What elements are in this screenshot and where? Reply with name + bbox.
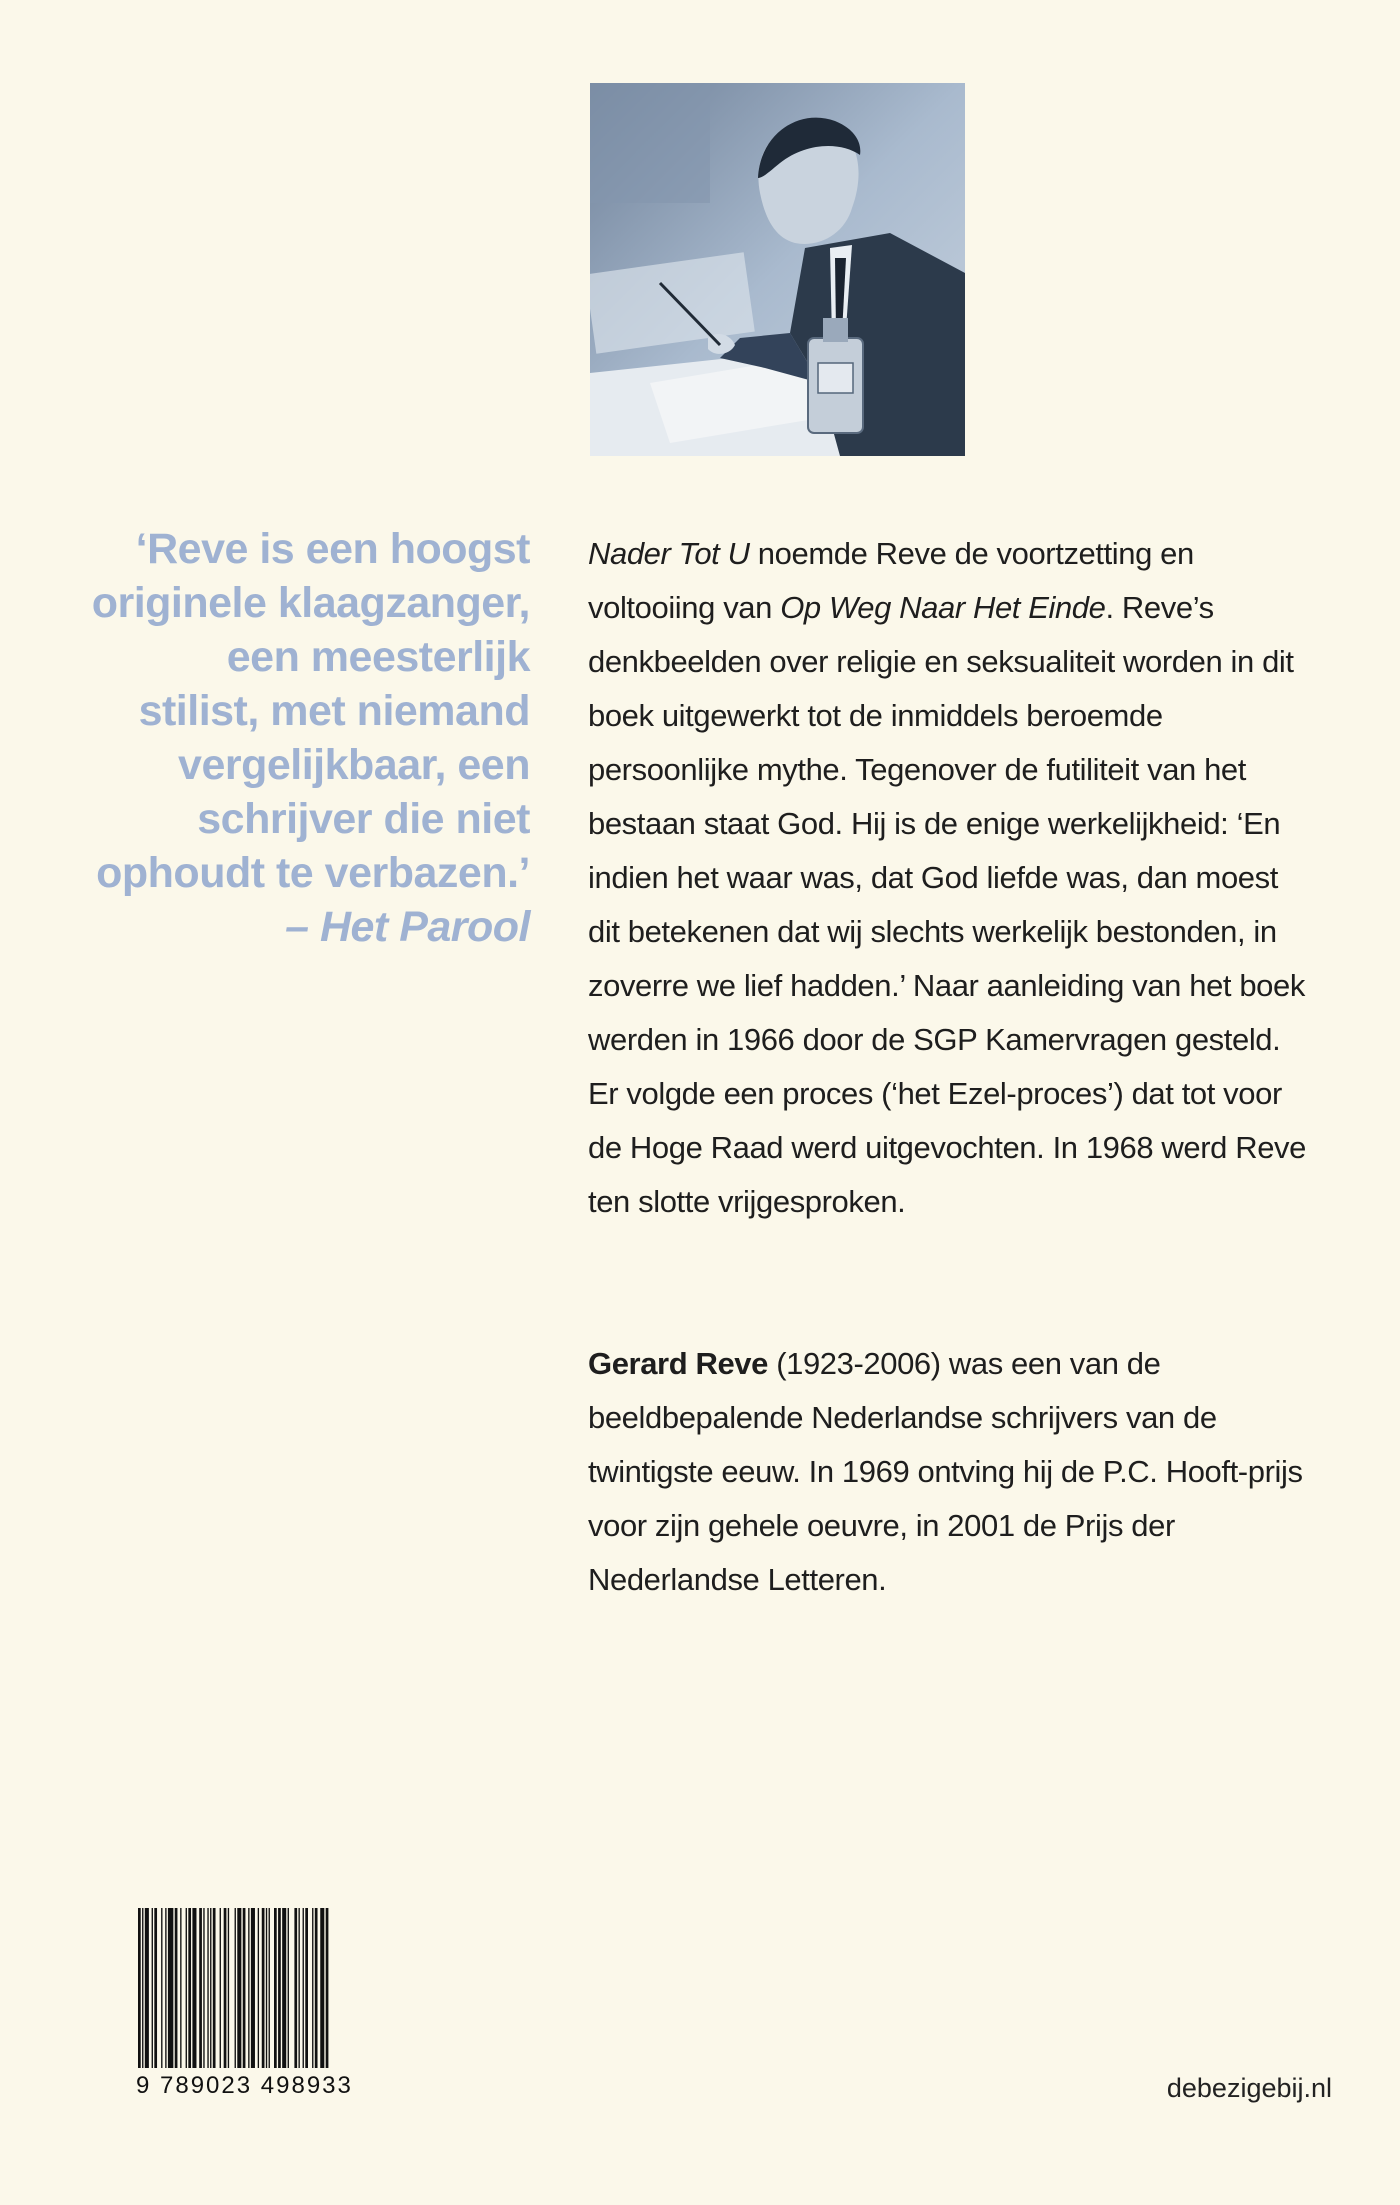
barcode-bar: [180, 1908, 181, 2068]
barcode-bar: [315, 1908, 318, 2068]
barcode-bar: [213, 1908, 216, 2068]
barcode-bar: [294, 1908, 297, 2068]
related-book-title: Op Weg Naar Het Einde: [780, 590, 1106, 625]
quote-line: ‘Reve is een hoogst: [135, 525, 530, 573]
description-text: noemde Reve de voortzetting en voltooiing van: [588, 536, 1194, 625]
barcode-bars: [136, 1908, 434, 2068]
barcode-bar: [154, 1908, 157, 2068]
barcode-bar: [188, 1908, 191, 2068]
barcode-bar: [305, 1908, 308, 2068]
barcode-bar: [192, 1908, 196, 2068]
author-photo: [590, 83, 965, 456]
barcode-bar: [282, 1908, 286, 2068]
quote-line: vergelijkbaar, een: [178, 741, 530, 789]
quote-line: een meesterlijk: [226, 633, 530, 681]
barcode-bar: [269, 1908, 270, 2068]
barcode-bar: [235, 1908, 236, 2068]
barcode-bar: [210, 1908, 211, 2068]
barcode-bar: [312, 1908, 313, 2068]
publisher-website[interactable]: debezigebij.nl: [1166, 2073, 1332, 2103]
barcode-bar: [298, 1908, 299, 2068]
barcode-bar: [145, 1908, 149, 2068]
barcode-bar: [152, 1908, 153, 2068]
barcode-bar: [207, 1908, 208, 2068]
bio-text: (1923-2006) was een van de beeldbepalende Nederlandse schrijvers van de twintigste eeuw. In 1969 ontving hij de P.C. Hooft-prijs voor zijn gehele oeuvre, in 2001 de Prijs der Nederlandse Letteren.: [588, 1346, 1303, 1597]
barcode-bar: [278, 1908, 281, 2068]
barcode-bar: [161, 1908, 162, 2068]
author-bio: [588, 1337, 1308, 1607]
barcode-bar: [168, 1908, 173, 2068]
barcode-bar: [203, 1908, 204, 2068]
barcode-bar: [248, 1908, 249, 2068]
barcode-bar: [237, 1908, 241, 2068]
barcode: [136, 1908, 434, 2098]
barcode-bar: [199, 1908, 202, 2068]
pull-quote: [40, 522, 530, 954]
barcode-bar: [142, 1908, 143, 2068]
barcode-bar: [303, 1908, 304, 2068]
barcode-bar: [220, 1908, 221, 2068]
barcode-bar: [262, 1908, 265, 2068]
book-title: Nader Tot U: [588, 536, 750, 571]
author-name: Gerard Reve: [588, 1346, 768, 1381]
barcode-bar: [320, 1908, 324, 2068]
barcode-bar: [224, 1908, 227, 2068]
barcode-bar: [175, 1908, 178, 2068]
quote-line: schrijver die niet: [197, 795, 530, 843]
book-description: [588, 527, 1308, 1229]
quote-line: stilist, met niemand: [138, 687, 530, 735]
barcode-bar: [288, 1908, 289, 2068]
barcode-digits: 9 789023 498933: [136, 2072, 353, 2099]
quote-line: originele klaagzanger,: [91, 579, 530, 627]
barcode-bar: [266, 1908, 267, 2068]
barcode-bar: [138, 1908, 141, 2068]
quote-source: – Het Parool: [285, 903, 530, 951]
barcode-bar: [274, 1908, 277, 2068]
description-text: . Reve’s denkbeelden over religie en seksualiteit worden in dit boek uitgewerkt tot de inmiddels beroemde persoonlijke mythe. Tegenover de futiliteit van het bestaan staat God. Hij is de enige werkelijkheid: ‘En indien het waar was, dat God liefde was, dan moest dit betekenen dat wij slechts werkelijk bestonden, in zoverre we lief hadden.’ Naar aanleiding van het boek werden in 1966 door de SGP Kamervragen gesteld. Er volgde een proces (‘het Ezel-proces’) dat tot voor de Hoge Raad werd uitgevochten. In 1968 werd Reve ten slotte vrijgesproken.: [588, 590, 1306, 1219]
barcode-bar: [258, 1908, 259, 2068]
quote-line: ophoudt te verbazen.’: [96, 849, 530, 897]
barcode-bar: [186, 1908, 187, 2068]
barcode-bar: [243, 1908, 246, 2068]
barcode-bar: [251, 1908, 255, 2068]
barcode-bar: [165, 1908, 166, 2068]
barcode-bar: [326, 1908, 329, 2068]
barcode-bar: [228, 1908, 229, 2068]
